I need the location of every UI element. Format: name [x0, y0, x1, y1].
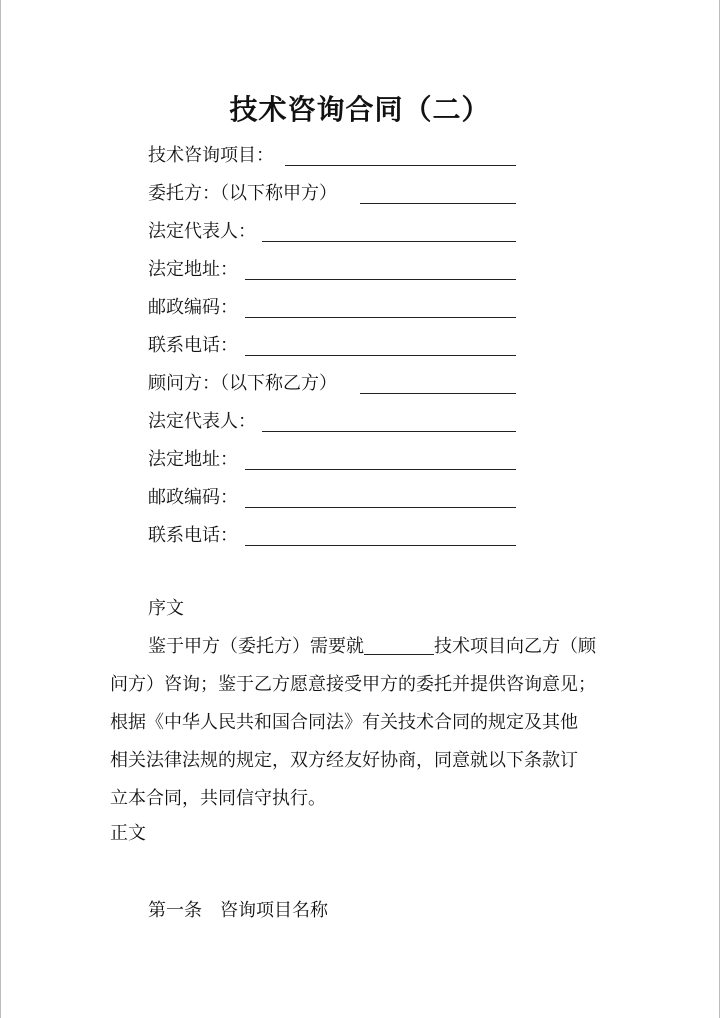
body-heading: 正文: [110, 823, 146, 844]
field-client-postcode: [148, 295, 238, 321]
field-label: 委托方：（以下称甲方）: [148, 183, 337, 204]
field-blank-line: [245, 523, 516, 546]
field-label: 顾问方：（以下称乙方）: [148, 373, 337, 394]
field-consultant-address: [148, 447, 238, 473]
preface-line: 相关法律法规的规定，双方经友好协商，同意就以下条款订: [110, 750, 578, 771]
field-blank-line: [360, 181, 516, 204]
field-blank-line: [262, 409, 516, 432]
field-blank-line: [245, 257, 516, 280]
field-client-phone: [148, 333, 238, 359]
document-title: 技术咨询合同（二）: [229, 93, 491, 126]
field-client-address: [148, 257, 238, 283]
preface-line: [148, 634, 610, 660]
field-label: 法定地址：: [148, 259, 238, 280]
field-project: [148, 143, 274, 169]
preface-line: 根据《中华人民共和国合同法》有关技术合同的规定及其他: [110, 712, 578, 733]
preface-heading: 序文: [148, 598, 184, 619]
field-consultant-phone: [148, 523, 238, 549]
preface-text: 鉴于甲方（委托方）需要就: [148, 636, 364, 657]
field-label: 技术咨询项目：: [148, 145, 274, 166]
field-label: 联系电话：: [148, 335, 238, 356]
field-label: 邮政编码：: [148, 297, 238, 318]
field-consultant: [148, 371, 337, 397]
field-label: 法定代表人：: [148, 221, 256, 242]
field-consultant-postcode: [148, 485, 238, 511]
preface-line: 立本合同，共同信守执行。: [110, 788, 326, 809]
field-blank-line: [245, 295, 516, 318]
preface-text: 技术项目向乙方（顾: [434, 636, 596, 657]
field-blank-line: [245, 447, 516, 470]
field-label: 邮政编码：: [148, 487, 238, 508]
field-blank-line: [285, 143, 516, 166]
field-label: 法定代表人：: [148, 411, 256, 432]
field-client: [148, 181, 337, 207]
article-heading: 第一条 咨询项目名称: [148, 900, 328, 921]
field-consultant-representative: [148, 409, 256, 435]
field-blank-line: [245, 333, 516, 356]
field-client-representative: [148, 219, 256, 245]
inline-blank-line: [364, 634, 434, 655]
field-blank-line: [360, 371, 516, 394]
field-label: 联系电话：: [148, 525, 238, 546]
field-label: 法定地址：: [148, 449, 238, 470]
preface-line: 问方）咨询；鉴于乙方愿意接受甲方的委托并提供咨询意见；: [110, 674, 596, 695]
field-blank-line: [245, 485, 516, 508]
page-border-left: [0, 0, 1, 1018]
field-blank-line: [262, 219, 516, 242]
